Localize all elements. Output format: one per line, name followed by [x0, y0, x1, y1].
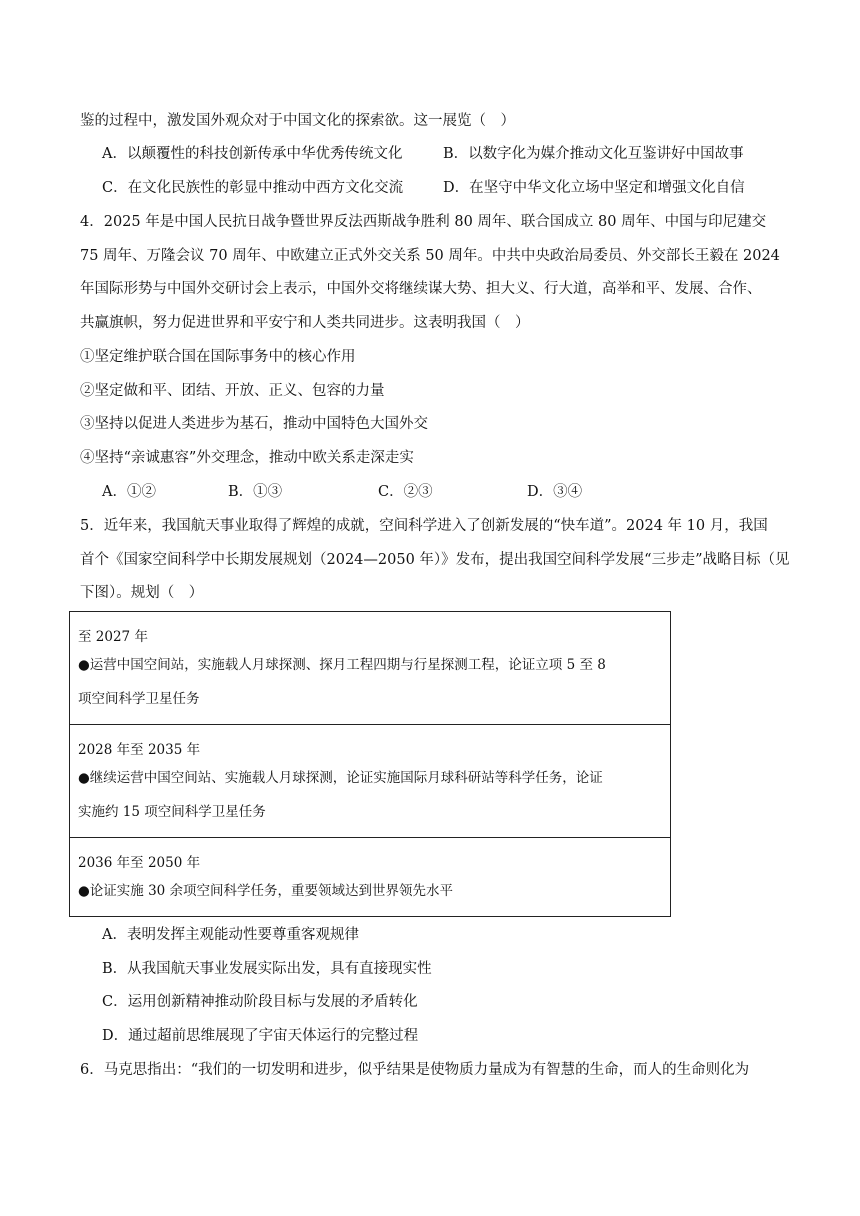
q3-stem-tail: 鉴的过程中，激发国外观众对于中国文化的探索欲。这一展览（ ）: [80, 113, 515, 129]
q5-stem-line-1: 5．近年来，我国航天事业取得了辉煌的成就，空间科学进入了创新发展的“快车道”。2024 年 10 月，我国: [80, 518, 768, 534]
period-label: 2036 年至 2050 年: [78, 855, 201, 871]
table-row: [70, 838, 671, 917]
q3-option-a: A．以颠覆性的科技创新传承中华优秀传统文化: [102, 146, 403, 162]
q5-stem-line-2: 首个《国家空间科学中长期发展规划（2024—2050 年）》发布，提出我国空间科学发展“三步走”战略目标（见: [80, 552, 790, 568]
table-cell-2036-2050: [70, 838, 671, 917]
period-detail-line: ●论证实施 30 余项空间科学任务，重要领域达到世界领先水平: [78, 883, 454, 899]
table-row: [70, 612, 671, 725]
q4-stem-line-4: 共赢旗帜，努力促进世界和平安宁和人类共同进步。这表明我国（ ）: [80, 315, 530, 331]
period-label: 至 2027 年: [78, 629, 148, 645]
q5-option-a: A．表明发挥主观能动性要尊重客观规律: [102, 927, 359, 943]
q5-option-c: C．运用创新精神推动阶段目标与发展的矛盾转化: [102, 994, 418, 1010]
period-detail-line: 实施约 15 项空间科学卫星任务: [78, 804, 266, 820]
q3-option-c: C．在文化民族性的彰显中推动中西方文化交流: [102, 180, 404, 196]
q4-option-c: C．②③: [378, 484, 433, 500]
q5-stem-line-3: 下图）。规划（ ）: [80, 585, 204, 601]
q3-option-b: B．以数字化为媒介推动文化互鉴讲好中国故事: [443, 146, 744, 162]
q4-stem-line-3: 年国际形势与中国外交研讨会上表示，中国外交将继续谋大势、担大义、行大道，高举和平、发展、合作、: [80, 281, 762, 297]
q4-option-d: D．③④: [527, 484, 583, 500]
period-label: 2028 年至 2035 年: [78, 742, 201, 758]
q4-statement-2: ②坚定做和平、团结、开放、正义、包容的力量: [80, 383, 385, 399]
period-detail-line: 项空间科学卫星任务: [78, 691, 200, 707]
table-cell-2028-2035: [70, 725, 671, 838]
q4-stem-line-1: 4．2025 年是中国人民抗日战争暨世界反法西斯战争胜利 80 周年、联合国成立 80 周年、中国与印尼建交: [80, 214, 767, 230]
q4-option-a: A．①②: [102, 484, 156, 500]
q4-statement-3: ③坚持以促进人类进步为基石，推动中国特色大国外交: [80, 416, 428, 432]
q5-option-d: D．通过超前思维展现了宇宙天体运行的完整过程: [102, 1028, 419, 1044]
table-cell-2027: [70, 612, 671, 725]
strategy-table: [69, 611, 671, 917]
q4-option-b: B．①③: [228, 484, 283, 500]
period-detail-line: ●运营中国空间站，实施载人月球探测、探月工程四期与行星探测工程，论证立项 5 至 8: [78, 657, 606, 673]
q5-option-b: B．从我国航天事业发展实际出发，具有直接现实性: [102, 961, 432, 977]
q3-option-d: D．在坚守中华文化立场中坚定和增强文化自信: [443, 180, 745, 196]
q4-stem-line-2: 75 周年、万隆会议 70 周年、中欧建立正式外交关系 50 周年。中共中央政治局委员、外交部长王毅在 2024: [80, 248, 780, 264]
q6-stem-line-1: 6．马克思指出：“我们的一切发明和进步，似乎结果是使物质力量成为有智慧的生命，而人的生命则化为: [80, 1062, 750, 1078]
table-row: [70, 725, 671, 838]
q4-statement-1: ①坚定维护联合国在国际事务中的核心作用: [80, 349, 356, 365]
q4-statement-4: ④坚持“亲诚惠容”外交理念，推动中欧关系走深走实: [80, 450, 414, 466]
period-detail-line: ●继续运营中国空间站、实施载人月球探测，论证实施国际月球科研站等科学任务，论证: [78, 770, 603, 786]
